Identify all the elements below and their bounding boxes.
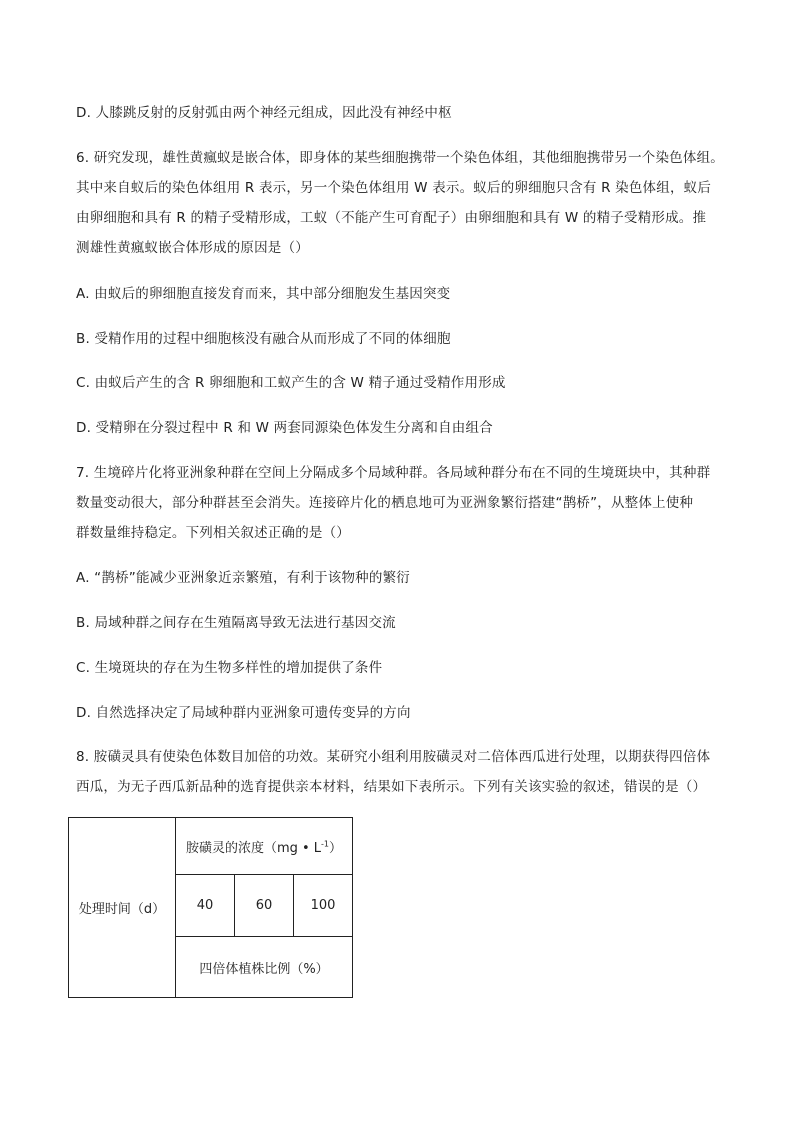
q7-option-d: D. 自然选择决定了局域种群内亚洲象可遗传变异的方向 [76, 705, 411, 721]
q6-stem-line-2: 其中来自蚁后的染色体组用 R 表示，另一个染色体组用 W 表示。蚁后的卵细胞只含有 R 染色体组，蚁后 [76, 180, 712, 196]
q6-stem-line-4: 测雄性黄瘋蚁嵌合体形成的原因是（） [76, 240, 309, 256]
q7-stem-line-2: 数量变动很大，部分种群甚至会消失。连接碎片化的栖息地可为亚洲象繁衍搭建“鹊桥”，从整体上使种 [76, 495, 694, 511]
q6-stem-line-3: 由卵细胞和具有 R 的精子受精形成，工蚁（不能产生可育配子）由卵细胞和具有 W 的精子受精形成。推 [76, 210, 707, 226]
q6-option-a: A. 由蚁后的卵细胞直接发育而来，其中部分细胞发生基因突变 [76, 286, 451, 302]
q7-stem-line-3: 群数量维持稳定。下列相关叙述正确的是（） [76, 525, 350, 541]
q8-stem-line-2: 西瓜，为无子西瓜新品种的选育提供亲本材料，结果如下表所示。下列有关该实验的叙述，错误的是（） [76, 779, 707, 795]
table-concentration-value: 60 [235, 875, 294, 937]
q7-option-a: A. “鹊桥”能减少亚洲象近亲繁殖，有利于该物种的繁衍 [76, 570, 410, 586]
q6-stem-line-1: 6. 研究发现，雄性黄瘋蚁是嵌合体，即身体的某些细胞携带一个染色体组，其他细胞携带另一个染色体组。 [76, 150, 724, 166]
q7-option-c: C. 生境斑块的存在为生物多样性的增加提供了条件 [76, 660, 383, 676]
q8-data-table [68, 817, 353, 998]
q6-option-b: B. 受精作用的过程中细胞核没有融合从而形成了不同的体细胞 [76, 331, 451, 347]
table-concentration-value: 40 [176, 875, 235, 937]
table-row-header: 处理时间（d） [69, 818, 176, 998]
table-concentration-value: 100 [294, 875, 353, 937]
q6-option-c: C. 由蚁后产生的含 R 卵细胞和工蚁产生的含 W 精子通过受精作用形成 [76, 375, 506, 391]
table-concentration-header: 胺磺灵的浓度（mg • $L^{-1}$） [176, 818, 353, 875]
table-ratio-header: 四倍体植株比例（%） [176, 937, 353, 998]
q5-option-d: D. 人膝跳反射的反射弧由两个神经元组成，因此没有神经中枢 [76, 105, 452, 121]
q7-option-b: B. 局域种群之间存在生殖隔离导致无法进行基因交流 [76, 615, 396, 631]
q7-stem-line-1: 7. 生境碎片化将亚洲象种群在空间上分隔成多个局域种群。各局域种群分布在不同的生境斑块中，其种群 [76, 465, 711, 481]
q6-option-d: D. 受精卵在分裂过程中 R 和 W 两套同源染色体发生分离和自由组合 [76, 420, 493, 436]
q8-stem-line-1: 8. 胺磺灵具有使染色体数目加倍的功效。某研究小组利用胺磺灵对二倍体西瓜进行处理，以期获得四倍体 [76, 749, 711, 765]
